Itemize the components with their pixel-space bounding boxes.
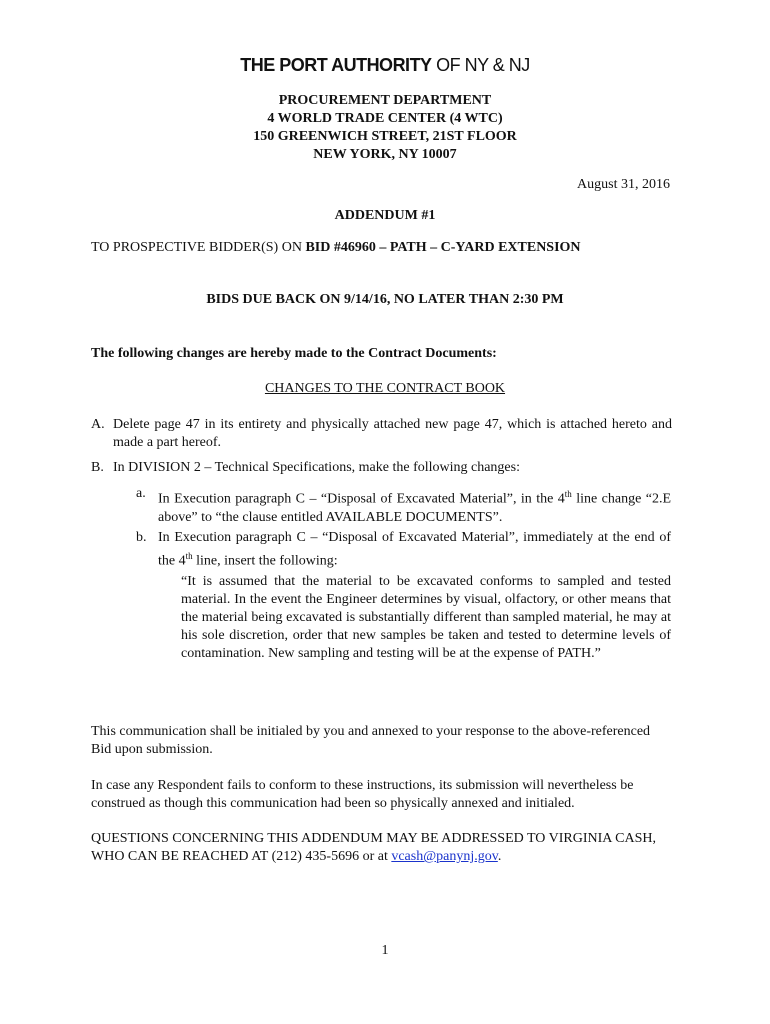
document-date: August 31, 2016 [577,177,670,192]
change-item-a [91,416,672,452]
item-text: Delete page 47 in its entirety and physically attached new page 47, which is attached hereto and made a part hereof. [113,417,672,450]
inserted-quote: “It is assumed that the material to be excavated conforms to sampled and tested material. In the event the Engineer determines by visual, olfactory, or other means that the material being excavated is substantially different than sampled material, he may at his sole discretion, order that new samples be taken and tested to determine levels of contamination. New sampling and testing will be at the expense of PATH.” [181,574,671,661]
email-link[interactable]: vcash@panynj.gov [391,849,498,864]
bid-title: BID #46960 – PATH – C-YARD EXTENSION [305,240,581,255]
sub-item-text: In Execution paragraph C – “Disposal of Excavated Material”, immediately at the end of the 4th line, insert the following: [158,530,671,569]
sub-item-b [136,529,671,571]
bids-due-notice: BIDS DUE BACK ON 9/14/16, NO LATER THAN 2:30 PM [206,292,564,307]
department-address [0,92,770,164]
item-label: B. [91,460,104,475]
address-line: NEW YORK, NY 10007 [313,147,457,162]
changes-intro: The following changes are hereby made to the Contract Documents: [91,346,497,361]
address-line: 150 GREENWICH STREET, 21ST FLOOR [253,129,517,144]
item-label: A. [91,417,105,432]
questions-contact: QUESTIONS CONCERNING THIS ADDENDUM MAY BE ADDRESSED TO VIRGINIA CASH, WHO CAN BE REACHED AT (212) 435-5696 or at vcash@panynj.gov. [91,831,656,864]
initial-instruction: This communication shall be initialed by you and annexed to your response to the above-referenced Bid upon submission. [91,724,651,757]
changes-heading: CHANGES TO THE CONTRACT BOOK [264,381,506,396]
address-line: 4 WORLD TRADE CENTER (4 WTC) [267,111,503,126]
questions-text: QUESTIONS CONCERNING THIS ADDENDUM MAY BE ADDRESSED TO VIRGINIA CASH, WHO CAN BE REACHED AT (212) 435-5696 or at [91,831,656,864]
to-prefix: TO PROSPECTIVE BIDDER(S) ON [91,240,306,255]
addendum-title: ADDENDUM #1 [334,208,436,223]
port-authority-logo [0,55,770,76]
superscript: th [185,551,193,561]
logo-thin-text: OF NY & NJ [431,55,530,75]
respondent-instruction: In case any Respondent fails to conform to these instructions, its submission will nevertheless be construed as though this communication had been so physically annexed and initialed. [91,778,634,811]
address-line: PROCUREMENT DEPARTMENT [278,93,492,108]
sub-item-a [136,485,671,527]
sub-item-label: a. [136,486,146,501]
logo-bold-text: THE PORT AUTHORITY [240,55,432,75]
superscript: th [564,489,572,499]
sub-item-label: b. [136,530,147,545]
item-text: In DIVISION 2 – Technical Specifications, make the following changes: [113,460,520,475]
sub-item-text: In Execution paragraph C – “Disposal of Excavated Material”, in the 4th line change “2.E above” to “the clause entitled AVAILABLE DOCUMENTS”. [158,489,671,525]
page-number: 1 [381,943,389,958]
to-prospective-bidders [91,240,581,256]
change-item-b [91,459,672,477]
